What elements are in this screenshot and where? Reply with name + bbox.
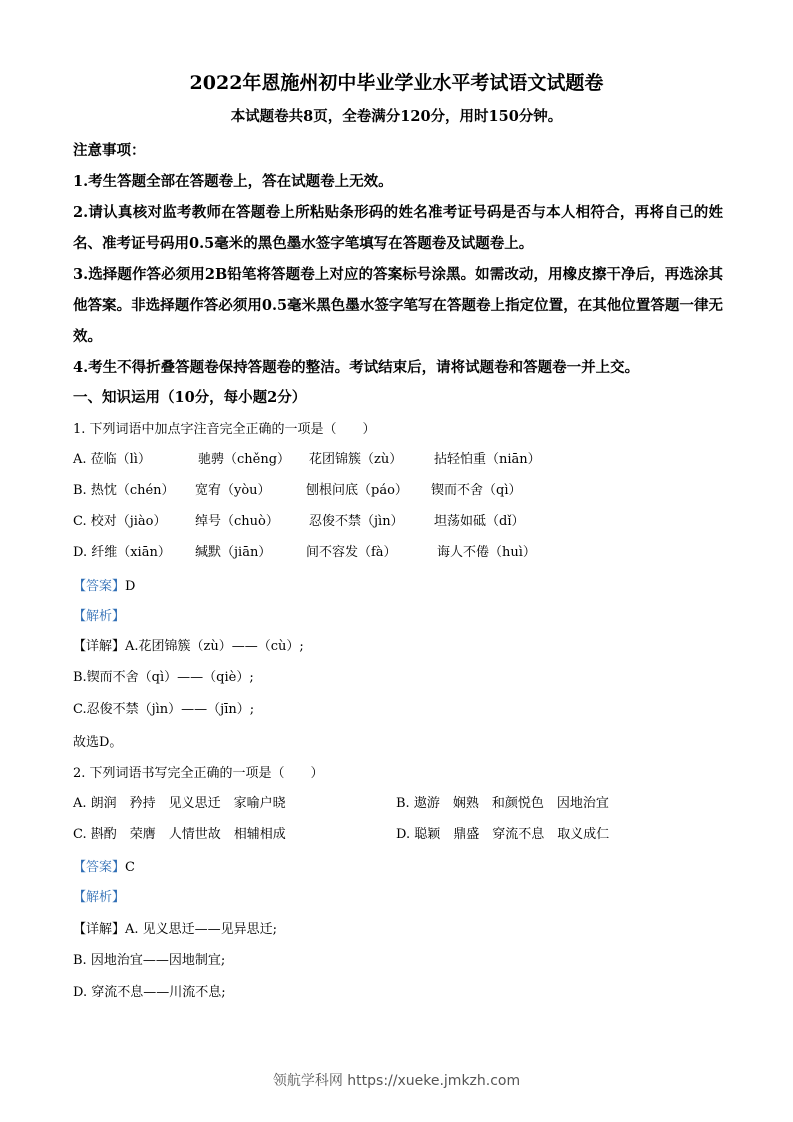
q1-conclusion: 故选D。 bbox=[73, 735, 123, 750]
q1-detail-3: C.忍俊不禁（jìn）——（jīn）; bbox=[73, 702, 255, 717]
q1-detail-2: B.锲而不舍（qì）——（qiè）; bbox=[73, 670, 254, 685]
q2-answer bbox=[73, 858, 135, 878]
q1-answer bbox=[73, 577, 135, 597]
detail-text: A. 见义思迁——见异思迁; bbox=[125, 922, 278, 937]
section-heading: 一、知识运用（10分，每小题2分） bbox=[73, 389, 307, 406]
notice-heading: 注意事项： bbox=[73, 142, 146, 159]
q2-detail-3: D. 穿流不息——川流不息; bbox=[73, 985, 226, 1000]
q1-option-d-2: 缄默（jiān） bbox=[195, 545, 272, 560]
page-footer-watermark: 领航学科网 https://xueke.jmkzh.com bbox=[272, 1073, 521, 1089]
q1-option-c-1: C. 校对（jiào） bbox=[73, 514, 167, 529]
notice-item-1: 1.考生答题全部在答题卷上，答在试题卷上无效。 bbox=[73, 173, 393, 190]
detail-text: A.花团锦簇（zù）——（cù）; bbox=[125, 639, 304, 654]
q1-option-c-2: 绰号（chuò） bbox=[195, 514, 279, 529]
answer-value: C bbox=[125, 860, 135, 875]
answer-tag: 【答案】 bbox=[73, 579, 126, 594]
q2-option-b: B. 遨游 娴熟 和颜悦色 因地治宜 bbox=[396, 796, 609, 811]
notice-item-2: 2.请认真核对监考教师在答题卷上所粘贴条形码的姓名准考证号码是否与本人相符合，再将自己的姓名、准考证号码用0.5毫米的黑色墨水签字笔填写在答题卷及试题卷上。 bbox=[73, 204, 723, 252]
q1-option-a-2: 驰骋（chěng） bbox=[198, 452, 291, 467]
detail-tag: 【详解】 bbox=[73, 922, 126, 937]
q1-option-d-4: 诲人不倦（huì） bbox=[437, 545, 536, 560]
answer-value: D bbox=[125, 579, 136, 594]
q1-detail-1 bbox=[73, 637, 304, 657]
q1-option-b-3: 刨根问底（páo） bbox=[306, 483, 408, 498]
q2-stem: 2. 下列词语书写完全正确的一项是（ ） bbox=[73, 766, 324, 781]
q1-option-b-4: 锲而不舍（qì） bbox=[431, 483, 522, 498]
q2-option-d: D. 聪颖 鼎盛 穿流不息 取义成仁 bbox=[396, 827, 610, 842]
q1-option-b-1: B. 热忱（chén） bbox=[73, 483, 175, 498]
q2-option-a: A. 朗润 矜持 见义思迁 家喻户晓 bbox=[73, 796, 286, 811]
q1-option-b-2: 宽宥（yòu） bbox=[195, 483, 271, 498]
q2-detail-2: B. 因地治宜——因地制宜; bbox=[73, 953, 226, 968]
q1-option-a-4: 拈轻怕重（niān） bbox=[434, 452, 541, 467]
q2-detail-1 bbox=[73, 920, 277, 940]
q2-analysis-tag: 【解析】 bbox=[73, 890, 126, 905]
q1-option-c-3: 忍俊不禁（jìn） bbox=[309, 514, 404, 529]
detail-tag: 【详解】 bbox=[73, 639, 126, 654]
q1-option-d-3: 间不容发（fà） bbox=[306, 545, 397, 560]
page-subtitle: 本试题卷共8页，全卷满分120分，用时150分钟。 bbox=[230, 108, 563, 125]
q1-option-c-4: 坦荡如砥（dǐ） bbox=[434, 514, 525, 529]
notice-item-4: 4.考生不得折叠答题卷保持答题卷的整洁。考试结束后，请将试题卷和答题卷一并上交。 bbox=[73, 359, 640, 376]
q1-option-a-1: A. 莅临（lì） bbox=[73, 452, 151, 467]
q1-stem: 1. 下列词语中加点字注音完全正确的一项是（ ） bbox=[73, 422, 376, 437]
q1-analysis-tag: 【解析】 bbox=[73, 609, 126, 624]
q1-option-a-3: 花团锦簇（zù） bbox=[309, 452, 403, 467]
q2-option-c: C. 斟酌 荣膺 人情世故 相辅相成 bbox=[73, 827, 286, 842]
q1-option-d-1: D. 纤维（xiān） bbox=[73, 545, 171, 560]
answer-tag: 【答案】 bbox=[73, 860, 126, 875]
page-title: 2022年恩施州初中毕业学业水平考试语文试题卷 bbox=[189, 72, 604, 94]
notice-item-3: 3.选择题作答必须用2B铅笔将答题卷上对应的答案标号涂黑。如需改动，用橡皮擦干净后，再选涂其他答案。非选择题作答必须用0.5毫米黑色墨水签字笔写在答题卷上指定位置，在其他位置答题一律无效。 bbox=[73, 266, 723, 345]
